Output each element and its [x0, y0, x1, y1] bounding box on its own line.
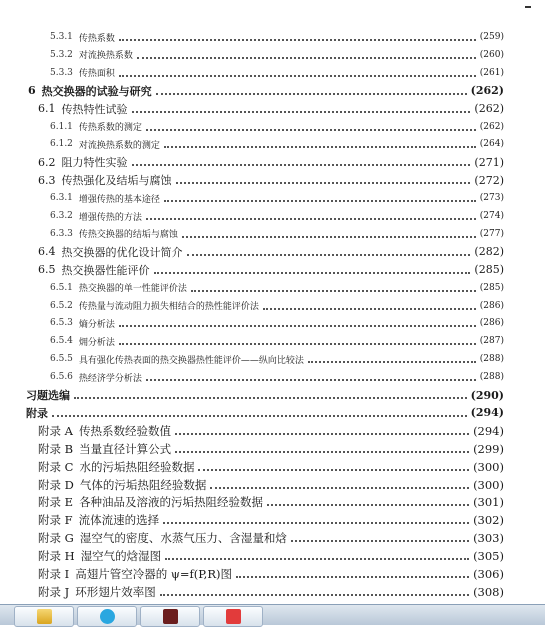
toc-entry[interactable] — [38, 243, 504, 261]
dot-leader — [210, 486, 469, 489]
toc-page-number: (273) — [479, 193, 504, 204]
toc-title: 对流换热系数 — [78, 51, 133, 62]
toc-title: 增强传热的基本途径 — [78, 194, 160, 205]
toc-page-number: (302) — [473, 513, 504, 528]
toc-page-number: (286) — [479, 300, 504, 311]
toc-entry[interactable] — [38, 565, 504, 583]
toc-entry[interactable] — [50, 207, 504, 225]
toc-title: 习题选编 — [26, 389, 70, 402]
toc-number: 附录 C — [38, 459, 74, 474]
toc-title: 高翅片管空冷器的 ψ=f(P,R)图 — [75, 567, 232, 581]
toc-page-number: (262) — [474, 102, 504, 116]
toc-title: 热交换器的优化设计简介 — [61, 245, 183, 259]
dot-leader — [119, 324, 476, 327]
toc-number: 6.3.3 — [50, 228, 73, 239]
toc-page-number: (290) — [470, 388, 504, 402]
toc-title: 熵分析法 — [78, 319, 115, 330]
toc-number: 6.1.2 — [50, 139, 73, 150]
toc-page-number: (262) — [470, 84, 504, 98]
toc-title: 传热系数经验数值 — [78, 423, 171, 438]
taskbar — [0, 604, 545, 625]
dot-leader — [236, 575, 469, 578]
toc-entry[interactable] — [38, 153, 504, 171]
toc-page-number: (272) — [474, 173, 504, 187]
toc-title: 传热系数的测定 — [78, 123, 142, 133]
toc-number: 6.1.1 — [50, 121, 73, 132]
toc-number: 6.5.1 — [50, 282, 73, 293]
toc-page-number: (287) — [479, 336, 504, 347]
toc-page-number: (259) — [479, 32, 504, 42]
toc-entry[interactable] — [38, 422, 504, 440]
toc-number: 附录 E — [38, 495, 74, 510]
toc-entry[interactable] — [50, 279, 504, 297]
toc-title: 㶲分析法 — [78, 337, 115, 348]
toc-entry[interactable] — [38, 511, 504, 529]
toc-page-number: (271) — [474, 155, 504, 169]
dot-leader — [132, 110, 471, 113]
dot-leader — [146, 378, 476, 381]
toc-entry[interactable] — [50, 314, 504, 332]
toc-page-number: (277) — [479, 228, 504, 239]
dot-leader — [160, 593, 469, 596]
toc-entry[interactable] — [38, 458, 504, 476]
toc-entry[interactable] — [28, 82, 504, 100]
toc-entry[interactable] — [50, 297, 504, 315]
toc-page-number: (299) — [473, 441, 504, 456]
toc-title: 传热交换器的结垢与腐蚀 — [78, 230, 178, 241]
browser-icon — [100, 609, 115, 624]
dot-leader — [137, 56, 476, 59]
toc-number: 附录 D — [38, 477, 74, 492]
dot-leader — [119, 74, 476, 77]
dot-leader — [263, 307, 476, 310]
toc-number: 6.1 — [38, 102, 56, 116]
toc-page-number: (301) — [473, 495, 504, 510]
toc-number: 6.5.6 — [50, 372, 73, 383]
toc-title: 环形翅片效率图 — [75, 584, 156, 599]
toc-page-number: (288) — [479, 354, 504, 365]
toc-page-number: (285) — [479, 282, 504, 293]
toc-page-number: (282) — [474, 245, 504, 259]
toc-title: 湿空气的焓湿图 — [80, 549, 162, 564]
toc-title: 流体流速的选择 — [78, 513, 160, 528]
pdf-icon — [226, 609, 241, 624]
toc-title: 热交换器的试验与研究 — [41, 84, 152, 98]
toc-entry[interactable] — [50, 189, 504, 207]
toc-title: 附录 — [26, 406, 48, 420]
toc-page-number: (260) — [479, 49, 504, 60]
toc-page-number: (274) — [479, 211, 504, 221]
toc-title: 对流换热系数的测定 — [78, 140, 160, 151]
toc-entry[interactable] — [50, 28, 504, 46]
dot-leader — [146, 128, 476, 131]
toc-title: 湿空气的密度、水蒸气压力、含湿量和焓 — [79, 531, 287, 546]
folder-icon — [37, 609, 52, 624]
toc-number: 6.2 — [38, 155, 56, 169]
toc-entry[interactable] — [50, 225, 504, 243]
toc-entry[interactable] — [38, 440, 504, 458]
toc-number: 6.5 — [38, 263, 56, 277]
toc-title: 热交换器的单一性能评价法 — [78, 284, 187, 295]
toc-entry[interactable] — [38, 493, 504, 511]
toc-page-number: (286) — [479, 318, 504, 329]
toc-title: 增强传热的方法 — [78, 212, 142, 223]
toc-page-number: (294) — [470, 406, 504, 420]
toc-page-number: (285) — [474, 263, 504, 277]
dot-leader — [164, 145, 476, 148]
toc-entry[interactable] — [38, 476, 504, 494]
toc-number: 附录 H — [38, 549, 75, 564]
dot-leader — [267, 503, 469, 506]
crop-mark — [525, 6, 531, 8]
toc-number: 6.4 — [38, 245, 56, 259]
toc-entry[interactable] — [50, 350, 504, 368]
toc-title: 热经济学分析法 — [78, 373, 142, 384]
toc-page-number: (300) — [473, 459, 504, 474]
toc-page-number: (288) — [479, 372, 504, 383]
toc-title: 热交换器性能评价 — [61, 263, 150, 277]
toc-number: 附录 A — [38, 423, 73, 438]
toc-entry[interactable] — [38, 100, 504, 118]
toc-number: 6.3.1 — [50, 193, 73, 204]
toc-title: 传热面积 — [78, 69, 115, 80]
toc-page-number: (261) — [479, 67, 504, 78]
toc-number: 6.3 — [38, 173, 56, 187]
dot-leader — [119, 38, 476, 41]
toc-title: 传热强化及结垢与腐蚀 — [61, 174, 172, 188]
dot-leader — [156, 92, 467, 95]
dot-leader — [132, 163, 471, 166]
toc-number: 附录 J — [38, 584, 70, 599]
toc-entry[interactable] — [50, 135, 504, 153]
toc-title: 传热量与流动阻力损失相结合的热性能评价法 — [78, 302, 259, 312]
toc-number: 6.3.2 — [50, 211, 73, 221]
toc-entry[interactable] — [38, 529, 504, 547]
toc-entry[interactable] — [38, 261, 504, 279]
dot-leader — [119, 342, 476, 345]
dot-leader — [176, 181, 471, 184]
toc-page-number: (264) — [479, 139, 504, 150]
dot-leader — [175, 432, 469, 435]
dot-leader — [146, 217, 476, 220]
app-icon — [163, 609, 178, 624]
toc-title: 阻力特性实验 — [61, 156, 128, 170]
toc-number: 5.3.3 — [50, 67, 73, 78]
toc-number: 附录 G — [38, 531, 74, 546]
toc-title: 具有强化传热表面的热交换器热性能评价——纵向比较法 — [78, 355, 304, 366]
toc-entry[interactable] — [50, 64, 504, 82]
toc-title: 传热系数 — [78, 33, 115, 44]
toc-number: 5.3.2 — [50, 49, 73, 60]
toc-entry[interactable] — [26, 386, 504, 404]
toc-number: 6.5.2 — [50, 300, 73, 311]
toc-page-number: (308) — [473, 584, 504, 599]
dot-leader — [52, 414, 467, 417]
dot-leader — [182, 235, 476, 238]
dot-leader — [154, 271, 471, 274]
toc-entry[interactable] — [50, 368, 504, 386]
dot-leader — [175, 450, 469, 453]
toc-page-number: (305) — [473, 549, 504, 564]
toc-number: 附录 I — [38, 567, 70, 581]
toc-page-number: (300) — [473, 477, 504, 492]
toc-entry[interactable] — [38, 171, 504, 189]
toc-number: 附录 F — [38, 513, 73, 528]
toc-entry[interactable] — [50, 46, 504, 64]
toc-entry[interactable] — [38, 583, 504, 601]
toc-title: 各种油品及溶液的污垢热阻经验数据 — [79, 495, 264, 510]
toc-entry[interactable] — [50, 332, 504, 350]
toc-number: 6.5.3 — [50, 318, 73, 329]
toc-number: 附录 B — [38, 441, 74, 456]
toc-title: 传热特性试验 — [61, 102, 128, 116]
toc-number: 6 — [28, 84, 36, 98]
toc-number: 6.5.5 — [50, 354, 73, 365]
toc-title: 水的污垢热阻经验数据 — [79, 459, 195, 474]
toc-entry[interactable] — [38, 547, 504, 565]
dot-leader — [308, 360, 476, 363]
dot-leader — [291, 539, 469, 542]
toc-page-number: (262) — [479, 121, 504, 132]
dot-leader — [187, 253, 471, 256]
toc-page-number: (294) — [473, 423, 504, 438]
toc-number: 6.5.4 — [50, 336, 73, 347]
dot-leader — [164, 199, 476, 202]
toc-number: 5.3.1 — [50, 32, 73, 42]
dot-leader — [163, 521, 469, 524]
toc-title: 气体的污垢热阻经验数据 — [79, 477, 207, 492]
dot-leader — [191, 289, 476, 292]
toc-page-number: (303) — [473, 531, 504, 546]
toc-entry[interactable] — [50, 118, 504, 136]
toc-entry[interactable] — [26, 404, 504, 422]
dot-leader — [165, 557, 469, 560]
toc-page-number: (306) — [473, 567, 504, 581]
toc-title: 当量直径计算公式 — [79, 441, 172, 456]
dot-leader — [74, 396, 467, 399]
dot-leader — [198, 468, 469, 471]
